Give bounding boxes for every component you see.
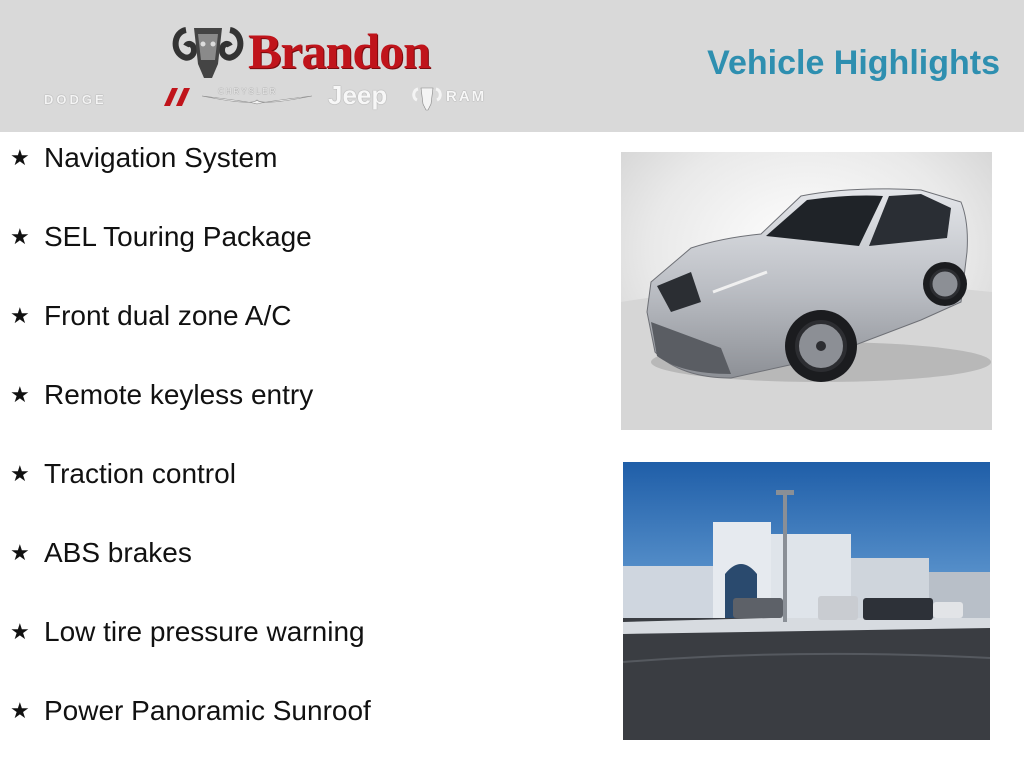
list-item: ★ Low tire pressure warning — [10, 616, 365, 647]
ram-icon — [412, 84, 442, 112]
star-icon: ★ — [10, 224, 30, 249]
star-icon: ★ — [10, 619, 30, 644]
dealer-name: Brandon — [248, 23, 430, 79]
list-item: ★ SEL Touring Package — [10, 221, 312, 252]
dealer-logo — [40, 18, 530, 118]
star-icon: ★ — [10, 145, 30, 170]
star-icon: ★ — [10, 303, 30, 328]
dealership-photo — [623, 462, 990, 740]
list-item: ★ Front dual zone A/C — [10, 300, 292, 331]
list-item: ★ Navigation System — [10, 142, 278, 173]
brand-chrysler: CHRYSLER — [218, 87, 278, 96]
star-icon: ★ — [10, 461, 30, 486]
list-item: ★ Power Panoramic Sunroof — [10, 695, 371, 726]
star-icon: ★ — [10, 382, 30, 407]
list-item: ★ Traction control — [10, 458, 236, 489]
star-icon: ★ — [10, 540, 30, 565]
brand-dodge: DODGE — [44, 92, 107, 107]
ram-head-icon — [172, 20, 244, 82]
list-item: ★ Remote keyless entry — [10, 379, 314, 410]
highlights-list — [10, 144, 371, 776]
page-title: Vehicle Highlights — [707, 44, 1000, 82]
brand-ram: RAM — [446, 88, 487, 105]
brand-row — [40, 80, 530, 114]
brand-jeep: Jeep — [328, 80, 388, 110]
vehicle-photo — [621, 152, 992, 430]
header — [0, 0, 1024, 132]
star-icon: ★ — [10, 698, 30, 723]
dodge-stripes-icon — [164, 88, 192, 106]
chrysler-wings-icon — [202, 94, 312, 106]
list-item: ★ ABS brakes — [10, 537, 192, 568]
